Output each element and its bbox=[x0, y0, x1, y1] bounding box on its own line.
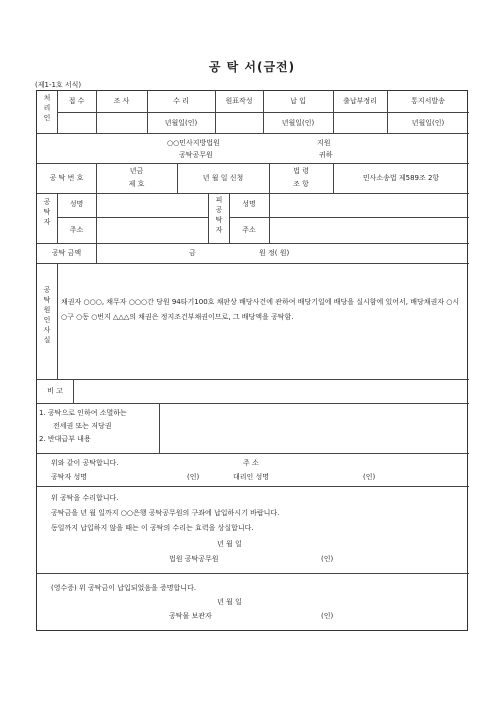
cause-label: 공탁원인사실 bbox=[43, 286, 51, 344]
header-payment: 납 입 bbox=[290, 97, 306, 105]
law-label-top: 법 령 bbox=[293, 167, 309, 175]
note-item-2: 2. 반대급부 내용 bbox=[39, 435, 91, 443]
header-receive: 접 수 bbox=[68, 97, 85, 105]
depositor-address-label: 주소 bbox=[69, 226, 84, 234]
statement-agent: 대리인 성명 bbox=[233, 473, 270, 481]
court-name: ○○민사지방법원 bbox=[167, 139, 220, 147]
line-cause-col bbox=[57, 263, 58, 379]
defendant-address-label: 주소 bbox=[242, 226, 256, 234]
deposit-year-label: 년금 bbox=[129, 167, 144, 175]
line-court-bottom bbox=[37, 163, 469, 164]
processing-side-label: 처리인 bbox=[43, 94, 51, 122]
line-notes-col bbox=[159, 403, 160, 453]
amount-label: 공탁 금액 bbox=[51, 249, 82, 257]
acceptance-officer: 법원 공탁공무원 bbox=[169, 555, 219, 563]
statement-line: 위와 같이 공탁합니다. bbox=[51, 459, 119, 467]
line-processing-bottom bbox=[37, 133, 469, 134]
header-ledger: 출납부정리 bbox=[343, 97, 377, 105]
statement-address: 주 소 bbox=[243, 459, 259, 467]
note-item-1-detail: 전세권 또는 저당권 bbox=[53, 422, 112, 430]
header-notice: 통지서발송 bbox=[411, 97, 445, 105]
deposit-number-label: 공 탁 번 호 bbox=[49, 174, 84, 182]
law-label-bottom: 조 항 bbox=[293, 180, 309, 188]
defendant-label: 피공탁자 bbox=[215, 196, 223, 234]
line-parties-bottom bbox=[37, 243, 469, 244]
line-remarks-bottom bbox=[37, 403, 469, 404]
line-depositor-mid bbox=[57, 217, 208, 218]
deposit-form bbox=[36, 90, 468, 631]
line-amount-col bbox=[96, 243, 97, 263]
line-parties-c bbox=[208, 193, 209, 243]
acceptance-line-2: 공탁금을 년 월 일까지 ○○은행 공탁공무원의 구좌에 납입하시기 바랍니다. bbox=[51, 509, 280, 517]
line-acceptance-bottom bbox=[37, 573, 469, 574]
remarks-label: 비 고 bbox=[47, 387, 63, 395]
depositor-label: 공탁자 bbox=[43, 198, 51, 226]
receipt-line: (영수증) 위 공탁금이 납입되었음을 증명합니다. bbox=[51, 584, 197, 592]
receipt-date: 년 월 일 bbox=[217, 598, 242, 606]
date-notice: 년월일(인) bbox=[411, 119, 445, 127]
cause-text: 채권자 ○○○, 채무자 ○○○간 당원 94타기100호 채판상 배당사건에 관하여 배당기일에 배당을 실시함에 있어서, 배당채권자 ○시 ○구 ○동 ○번지 △△△의 채권은 정지조건부채권이므로, 그 배당액을 공탁함. bbox=[61, 298, 460, 321]
acceptance-seal: (인) bbox=[321, 555, 334, 563]
date-payment: 년월일(인) bbox=[281, 119, 315, 127]
defendant-name-label: 성명 bbox=[242, 200, 256, 208]
header-accept: 수 리 bbox=[173, 97, 189, 105]
line-defendant-mid bbox=[229, 217, 469, 218]
line-statement-bottom bbox=[37, 486, 469, 487]
receipt-seal: (인) bbox=[321, 612, 334, 620]
depositor-name-label: 성명 bbox=[69, 200, 84, 208]
header-record: 원표작성 bbox=[225, 97, 253, 105]
amount-currency: 금 bbox=[189, 249, 196, 257]
court-officer: 공탁공무원 bbox=[179, 151, 213, 159]
note-item-1: 1. 공탁으로 인하여 소멸하는 bbox=[39, 409, 127, 417]
acceptance-line-3: 동일까지 납입하지 않을 때는 이 공탁의 수리는 효력을 상실합니다. bbox=[51, 524, 254, 532]
court-branch: 지원 bbox=[317, 139, 331, 147]
header-investigate: 조 사 bbox=[113, 97, 130, 105]
line-parties-e bbox=[269, 193, 270, 243]
acceptance-date: 년 월 일 bbox=[217, 540, 242, 548]
line-number-bottom bbox=[37, 193, 469, 194]
line-parties-b bbox=[96, 193, 97, 243]
deposit-number-field: 제 호 bbox=[128, 180, 145, 188]
court-honorific: 귀하 bbox=[319, 151, 333, 159]
line-cause-bottom bbox=[37, 379, 469, 380]
document-title: 공 탁 서(금전) bbox=[208, 60, 296, 74]
line-remarks-col bbox=[73, 379, 74, 403]
statement-agent-seal: (인) bbox=[363, 473, 376, 481]
statement-depositor: 공탁자 성명 bbox=[51, 473, 88, 481]
statement-seal: (인) bbox=[187, 473, 200, 481]
date-accept: 년월일(인) bbox=[164, 119, 198, 127]
line-notes-bottom bbox=[37, 453, 469, 454]
amount-won: 원 정( 원) bbox=[259, 249, 290, 257]
line-amount-bottom bbox=[37, 263, 469, 264]
apply-date: 년 월 일 신청 bbox=[202, 174, 244, 182]
form-number: (제1-1호 서식) bbox=[35, 81, 82, 89]
law-value: 민사소송법 제589조 2항 bbox=[362, 174, 440, 182]
receipt-officer: 공탁물 보관자 bbox=[169, 612, 212, 620]
acceptance-line-1: 위 공탁을 수리합니다. bbox=[51, 494, 119, 502]
